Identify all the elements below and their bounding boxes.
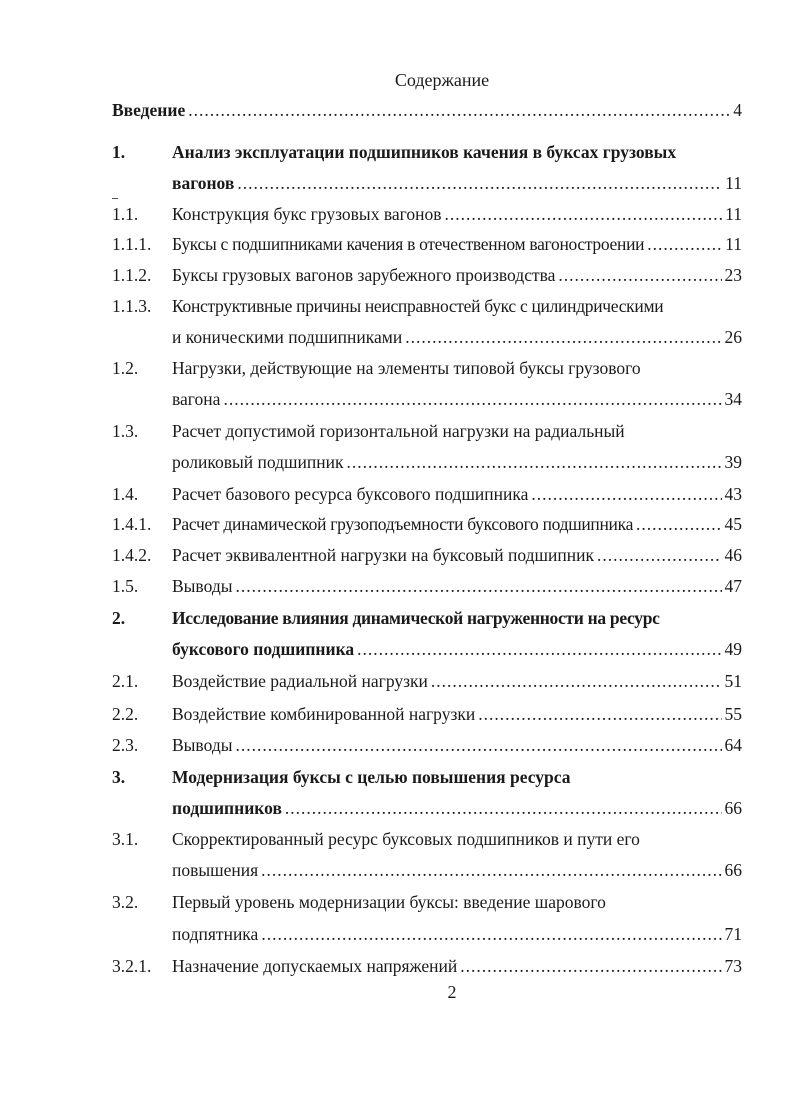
leader-dots (357, 636, 721, 662)
page-title: Содержание (394, 70, 490, 90)
toc-entry-title: Анализ эксплуатации подшипников качения в буксах грузовых (172, 142, 677, 162)
toc-entry-1-1 (112, 201, 742, 227)
toc-entry-1-4-1 (112, 511, 742, 537)
toc-entry-title: буксового подшипника (172, 639, 355, 659)
toc-entry-number: 3. (112, 767, 126, 787)
toc-entry-number: 1.5. (112, 576, 139, 596)
leader-dots (188, 97, 730, 123)
toc-entry-title: Назначение допускаемых напряжений (172, 956, 458, 976)
toc-entry-page: 47 (724, 576, 742, 596)
toc-entry-title: Выводы (172, 735, 233, 755)
leader-dots (285, 795, 722, 821)
toc-entry-1-2-cont (112, 386, 742, 412)
leader-dots (478, 701, 721, 727)
leader-dots (531, 481, 721, 507)
toc-entry-page: 51 (724, 671, 742, 691)
leader-dots (346, 449, 721, 475)
toc-entry-page: 23 (724, 265, 742, 285)
toc-entry-title: Введение (112, 100, 186, 120)
scan-artifact (112, 198, 118, 199)
page-number: 2 (447, 982, 457, 1002)
toc-entry-number: 1.4. (112, 484, 139, 504)
toc-entry-page: 71 (724, 924, 742, 944)
toc-entry-page: 66 (724, 860, 742, 880)
toc-entry-page: 34 (724, 389, 742, 409)
toc-entry-3-1 (112, 826, 742, 852)
toc-entry-page: 49 (724, 639, 742, 659)
toc-entry-number: 2.3. (112, 735, 139, 755)
leader-dots (445, 201, 723, 227)
leader-dots (223, 386, 721, 412)
toc-entry-1-4-2 (112, 542, 742, 568)
toc-entry-page: 43 (724, 484, 742, 504)
toc-entry-number: 1.1.3. (112, 296, 152, 316)
toc-entry-number: 1.4.1. (112, 514, 152, 534)
toc-entry-number: 3.1. (112, 829, 139, 849)
toc-entry-1-1-3-cont (112, 324, 742, 350)
toc-entry-1-2 (112, 355, 742, 381)
toc-entry-page: 11 (725, 173, 742, 193)
leader-dots (235, 732, 721, 758)
toc-entry-1 (112, 139, 742, 165)
leader-dots (237, 170, 722, 196)
toc-entry-title: подшипников (172, 798, 282, 818)
toc-entry-title: повышения (172, 860, 259, 880)
toc-entry-page: 39 (724, 452, 742, 472)
toc-entry-page: 11 (725, 234, 742, 254)
toc-entry-2-2 (112, 701, 742, 727)
toc-entry-number: 2.1. (112, 671, 139, 691)
toc-entry-title: Воздействие комбинированной нагрузки (172, 704, 476, 724)
leader-dots (405, 324, 721, 350)
leader-dots (261, 857, 721, 883)
leader-dots (647, 231, 722, 257)
toc-entry-3 (112, 764, 742, 790)
toc-entry-title: Расчет эквивалентной нагрузки на буксовый подшипник (172, 545, 594, 565)
toc-entry-title: Конструкция букс грузовых вагонов (172, 204, 442, 224)
toc-entry-title: Нагрузки, действующие на элементы типовой буксы грузового (172, 358, 641, 378)
toc-entry-number: 1.3. (112, 421, 139, 441)
toc-entry-introduction (112, 97, 742, 123)
toc-entry-title: Исследование влияния динамической нагруженности на ресурс (172, 608, 660, 628)
leader-dots (261, 921, 721, 947)
toc-entry-title: Расчет допустимой горизонтальной нагрузки на радиальный (172, 421, 625, 441)
toc-entry-number: 1. (112, 142, 126, 162)
toc-entry-page: 66 (724, 798, 742, 818)
toc-entry-title: вагонов (172, 173, 235, 193)
toc-entry-1-cont (112, 170, 742, 196)
toc-entry-1-4 (112, 481, 742, 507)
toc-entry-number: 1.1.1. (112, 234, 152, 254)
toc-entry-page: 11 (725, 204, 742, 224)
toc-entry-1-3-cont (112, 449, 742, 475)
leader-dots (597, 542, 722, 568)
toc-entry-number: 1.4.2. (112, 545, 152, 565)
leader-dots (460, 953, 721, 979)
toc-entry-page: 46 (724, 545, 742, 565)
toc-entry-title: роликовый подшипник (172, 452, 344, 472)
leader-dots (235, 573, 721, 599)
toc-entry-title: Конструктивные причины неисправностей букс с цилиндрическими (172, 296, 664, 316)
toc-entry-page: 45 (724, 514, 742, 534)
toc-entry-number: 3.2.1. (112, 956, 152, 976)
toc-entry-3-2-1 (112, 953, 742, 979)
toc-entry-3-2 (112, 889, 742, 915)
toc-entry-2-1 (112, 668, 742, 694)
toc-entry-title: Выводы (172, 576, 233, 596)
toc-entry-1-3 (112, 418, 742, 444)
toc-entry-3-cont (112, 795, 742, 821)
toc-entry-number: 1.1. (112, 204, 139, 224)
toc-entry-page: 64 (724, 735, 742, 755)
toc-entry-title: и коническими подшипниками (172, 327, 403, 347)
toc-entry-title: Расчет базового ресурса буксового подшипника (172, 484, 529, 504)
toc-entry-1-1-2 (112, 262, 742, 288)
leader-dots (558, 262, 721, 288)
toc-entry-1-5 (112, 573, 742, 599)
toc-entry-title: подпятника (172, 924, 259, 944)
toc-entry-number: 2. (112, 608, 126, 628)
toc-entry-3-2-cont (112, 921, 742, 947)
toc-entry-1-1-1 (112, 231, 742, 257)
toc-entry-page: 55 (724, 704, 742, 724)
toc-entry-number: 1.2. (112, 358, 139, 378)
toc-entry-number: 2.2. (112, 704, 139, 724)
toc-entry-title: Скорректированный ресурс буксовых подшипников и пути его (172, 829, 640, 849)
toc-entry-1-1-3 (112, 293, 742, 319)
toc-entry-2 (112, 605, 742, 631)
toc-entry-2-cont (112, 636, 742, 662)
leader-dots (636, 511, 721, 537)
toc-entry-title: Расчет динамической грузоподъемности буксового подшипника (172, 514, 634, 534)
leader-dots (431, 668, 722, 694)
toc-entry-title: Буксы с подшипниками качения в отечественном вагоностроении (172, 234, 645, 254)
toc-entry-number: 3.2. (112, 892, 139, 912)
toc-entry-title: Буксы грузовых вагонов зарубежного производства (172, 265, 556, 285)
toc-entry-3-1-cont (112, 857, 742, 883)
toc-entry-2-3 (112, 732, 742, 758)
toc-entry-number: 1.1.2. (112, 265, 152, 285)
toc-entry-title: Воздействие радиальной нагрузки (172, 671, 428, 691)
toc-entry-page: 73 (724, 956, 742, 976)
toc-entry-page: 4 (733, 100, 742, 120)
toc-entry-title: Первый уровень модернизации буксы: введение шарового (172, 892, 606, 912)
toc-entry-page: 26 (724, 327, 742, 347)
toc-entry-title: вагона (172, 389, 221, 409)
toc-entry-title: Модернизация буксы с целью повышения ресурса (172, 767, 571, 787)
